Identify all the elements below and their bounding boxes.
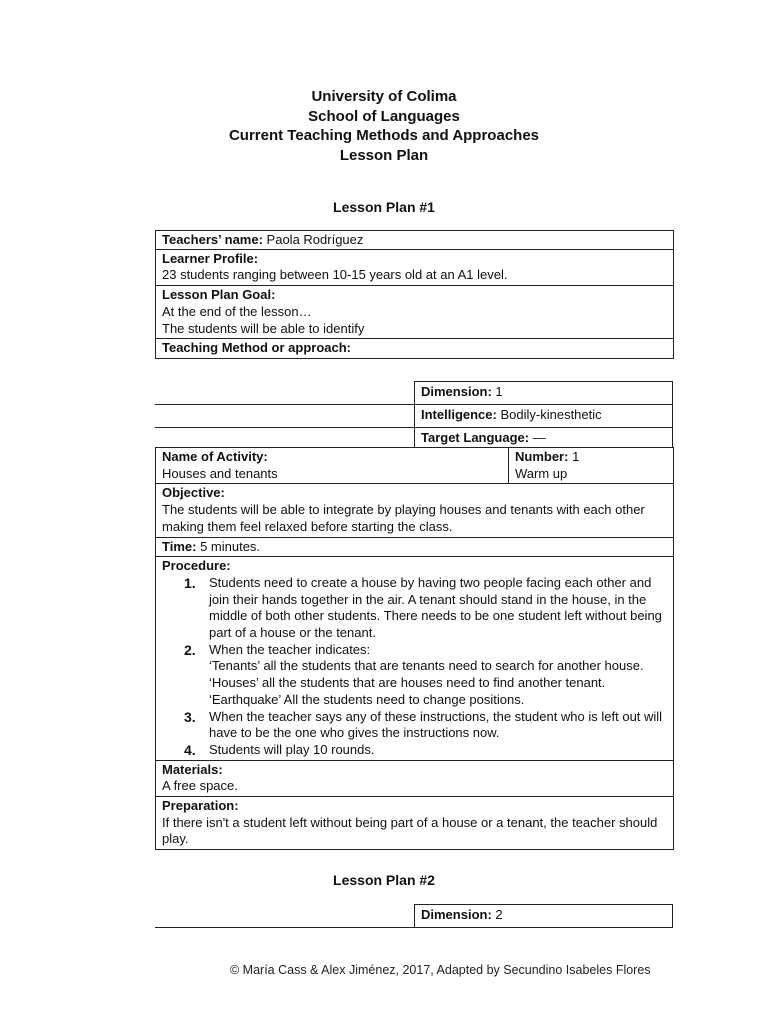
document-header xyxy=(0,87,768,165)
divider-line xyxy=(155,404,415,405)
lesson-plan-info-table xyxy=(155,230,674,359)
procedure-step xyxy=(162,575,667,642)
procedure-step xyxy=(162,742,667,759)
goal-row xyxy=(156,286,674,339)
method-label: Teaching Method or approach: xyxy=(162,340,351,356)
activity-name-row xyxy=(156,448,674,484)
plan-2-dimension-cell xyxy=(414,904,673,928)
goal-line-2: The students will be able to identify xyxy=(162,320,365,336)
goal-label: Lesson Plan Goal: xyxy=(162,287,276,303)
step-text: When the teacher says any of these instructions, the student who is left out will have to be the one who gives the instructions now. xyxy=(209,708,663,741)
learner-label: Learner Profile: xyxy=(162,250,259,266)
step-text: ‘Earthquake’ All the students need to change positions. xyxy=(209,691,525,707)
materials-row xyxy=(156,760,674,796)
plan-2-dimension-label: Dimension: xyxy=(421,907,492,922)
procedure-list xyxy=(162,575,667,759)
step-number: 4. xyxy=(184,741,196,758)
dimension-value: 1 xyxy=(495,384,503,399)
step-number: 3. xyxy=(184,708,196,725)
preparation-label: Preparation: xyxy=(162,798,239,814)
step-text: Students will play 10 rounds. xyxy=(209,741,375,757)
procedure-row xyxy=(156,557,674,760)
school-name: School of Languages xyxy=(308,107,460,125)
course-name: Current Teaching Methods and Approaches xyxy=(228,127,540,144)
number-value: 1 xyxy=(572,449,580,464)
objective-value: The students will be able to integrate by playing houses and tenants with each other making them feel relaxed before starting the class. xyxy=(162,502,645,534)
plan-2-dimension-value: 2 xyxy=(495,907,503,922)
intelligence-cell xyxy=(414,404,673,428)
number-label: Number: xyxy=(515,449,569,464)
time-row xyxy=(156,537,674,557)
divider-line xyxy=(155,427,415,428)
objective-label: Objective: xyxy=(162,485,225,501)
step-text: ‘Tenants’ all the students that are tenants need to search for another house. xyxy=(209,658,644,674)
activity-type: Warm up xyxy=(515,465,568,481)
preparation-value: If there isn't a student left without being part of a house or a tenant, the teacher should play. xyxy=(162,814,658,847)
materials-label: Materials: xyxy=(162,761,223,777)
teacher-value: Paola Rodríguez xyxy=(266,232,364,247)
activity-table xyxy=(155,447,674,850)
teacher-row xyxy=(156,231,674,250)
materials-value: A free space. xyxy=(162,778,238,794)
dimension-label: Dimension: xyxy=(421,384,492,399)
lesson-plan-2-title: Lesson Plan #2 xyxy=(333,872,435,888)
method-row xyxy=(156,339,674,359)
target-language-label: Target Language: xyxy=(421,430,530,445)
goal-line-1: At the end of the lesson… xyxy=(162,303,312,319)
step-text: Students need to create a house by having two people facing each other and join their hands together in the air. A tenant should stand in the house, in the middle of both other students. There needs to be one student left without being part of a house or the tenant. xyxy=(209,574,662,641)
target-language-value: — xyxy=(532,430,546,445)
divider-line xyxy=(155,927,415,928)
teacher-label: Teachers’ name: xyxy=(162,232,263,247)
dimension-cell xyxy=(414,381,673,405)
activity-name-label: Name of Activity: xyxy=(162,449,268,464)
university-name: University of Colima xyxy=(311,88,457,105)
step-text: ‘Houses’ all the students that are houses need to find another tenant. xyxy=(209,675,606,691)
document-type: Lesson Plan xyxy=(339,146,429,164)
activity-name-value: Houses and tenants xyxy=(162,465,278,481)
step-text: When the teacher indicates: xyxy=(209,641,371,657)
learner-value: 23 students ranging between 10-15 years old at an A1 level. xyxy=(162,267,508,283)
procedure-step xyxy=(162,642,667,709)
procedure-step xyxy=(162,709,667,742)
intelligence-label: Intelligence: xyxy=(421,407,497,422)
lesson-plan-1-title: Lesson Plan #1 xyxy=(333,199,435,215)
procedure-label: Procedure: xyxy=(162,558,231,574)
step-number: 1. xyxy=(184,574,196,591)
copyright-text: © María Cass & Alex Jiménez, 2017, Adapted by Secundino Isabeles Flores xyxy=(230,963,651,977)
intelligence-value: Bodily-kinesthetic xyxy=(500,407,602,422)
time-value: 5 minutes. xyxy=(200,538,261,554)
time-label: Time: xyxy=(162,538,197,554)
preparation-row xyxy=(156,797,674,850)
target-language-cell xyxy=(414,427,673,448)
objective-row xyxy=(156,484,674,537)
learner-row xyxy=(156,249,674,285)
step-number: 2. xyxy=(184,641,196,658)
